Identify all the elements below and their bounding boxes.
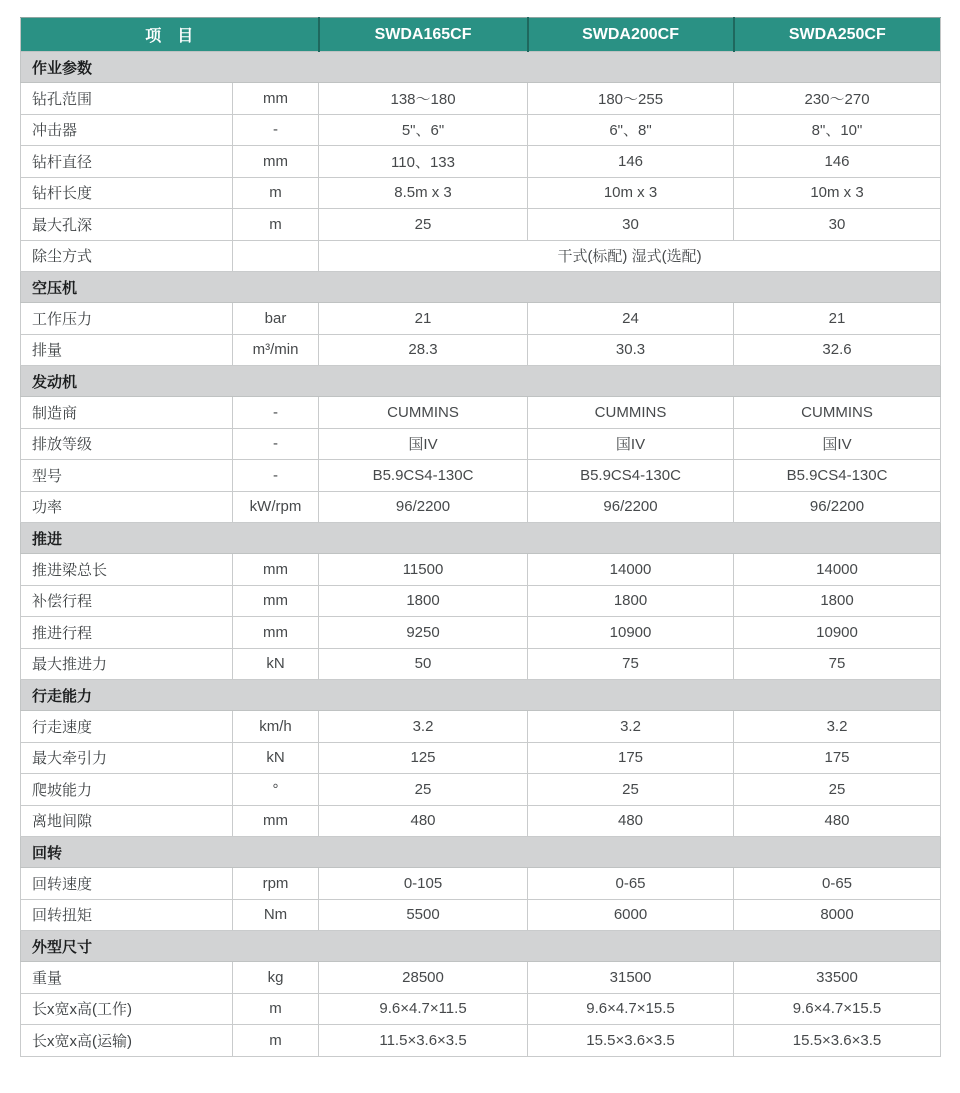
row-value: 146 [734,146,941,178]
row-unit: kN [233,648,319,680]
row-value: 21 [319,303,528,335]
row-value: 9.6×4.7×15.5 [734,993,941,1025]
row-value: 14000 [734,554,941,586]
row-value: 21 [734,303,941,335]
table-row [21,460,941,492]
row-label: 排放等级 [21,428,233,460]
section-row [21,931,941,962]
row-value: 33500 [734,962,941,994]
row-value: 10m x 3 [734,177,941,209]
row-value: 480 [319,805,528,837]
table-row [21,774,941,806]
row-value: 96/2200 [319,491,528,523]
row-value: 15.5×3.6×3.5 [734,1025,941,1057]
row-value: 10m x 3 [528,177,734,209]
row-value: 15.5×3.6×3.5 [528,1025,734,1057]
row-value: 32.6 [734,334,941,366]
table-row [21,554,941,586]
row-value: 230～270 [734,83,941,115]
row-unit: m [233,993,319,1025]
row-label: 回转速度 [21,868,233,900]
row-value: 国IV [319,428,528,460]
row-label: 重量 [21,962,233,994]
row-value: 480 [734,805,941,837]
row-label: 功率 [21,491,233,523]
row-value: 9.6×4.7×15.5 [528,993,734,1025]
section-row [21,366,941,397]
section-title: 推进 [21,523,941,554]
table-row [21,993,941,1025]
row-label: 型号 [21,460,233,492]
section-title: 外型尺寸 [21,931,941,962]
row-unit: m³/min [233,334,319,366]
spec-table-body [21,52,941,1057]
row-value: 3.2 [528,711,734,743]
table-row [21,209,941,241]
spec-table [20,17,941,1057]
row-unit: bar [233,303,319,335]
row-value: 国IV [734,428,941,460]
row-label: 最大推进力 [21,648,233,680]
row-value: 28.3 [319,334,528,366]
row-value: 5500 [319,899,528,931]
row-label: 最大牵引力 [21,742,233,774]
row-value: 25 [319,774,528,806]
row-value: 6000 [528,899,734,931]
row-value: 30 [734,209,941,241]
header-model-swda250cf: SWDA250CF [734,18,941,52]
row-value: 25 [319,209,528,241]
table-row [21,899,941,931]
row-label: 推进行程 [21,617,233,649]
row-value: 25 [734,774,941,806]
row-unit: mm [233,83,319,115]
section-row [21,52,941,83]
row-value: 14000 [528,554,734,586]
row-label: 排量 [21,334,233,366]
section-row [21,523,941,554]
table-row [21,868,941,900]
row-value: 30.3 [528,334,734,366]
row-unit: m [233,209,319,241]
row-value: 125 [319,742,528,774]
row-label: 爬坡能力 [21,774,233,806]
table-row [21,334,941,366]
row-label: 钻孔范围 [21,83,233,115]
row-label: 钻杆长度 [21,177,233,209]
row-unit: mm [233,585,319,617]
row-value: 31500 [528,962,734,994]
row-unit: mm [233,617,319,649]
table-row [21,1025,941,1057]
header-item-label: 项 目 [21,18,319,52]
row-value: 11.5×3.6×3.5 [319,1025,528,1057]
table-row [21,585,941,617]
row-value: 175 [528,742,734,774]
table-row [21,397,941,429]
row-value: CUMMINS [319,397,528,429]
row-label: 回转扭矩 [21,899,233,931]
section-title: 空压机 [21,272,941,303]
row-unit: m [233,1025,319,1057]
table-row [21,617,941,649]
row-label: 工作压力 [21,303,233,335]
table-row [21,742,941,774]
row-value: 8"、10" [734,114,941,146]
row-value-merged: 干式(标配) 湿式(选配) [319,240,941,272]
section-title: 作业参数 [21,52,941,83]
section-title: 行走能力 [21,680,941,711]
row-unit: m [233,177,319,209]
row-value: 6"、8" [528,114,734,146]
row-value: B5.9CS4-130C [734,460,941,492]
table-row [21,805,941,837]
row-value: 28500 [319,962,528,994]
row-value: 5"、6" [319,114,528,146]
table-row [21,303,941,335]
row-value: 75 [734,648,941,680]
table-row [21,83,941,115]
row-value: 8.5m x 3 [319,177,528,209]
row-label: 冲击器 [21,114,233,146]
row-unit: mm [233,805,319,837]
row-unit: - [233,460,319,492]
section-title: 发动机 [21,366,941,397]
row-label: 长x宽x高(工作) [21,993,233,1025]
row-unit: - [233,397,319,429]
row-label: 补偿行程 [21,585,233,617]
table-row [21,962,941,994]
row-value: 75 [528,648,734,680]
row-unit: km/h [233,711,319,743]
table-header-row [21,18,941,52]
row-label: 行走速度 [21,711,233,743]
row-value: 25 [528,774,734,806]
row-label: 推进梁总长 [21,554,233,586]
section-title: 回转 [21,837,941,868]
row-label: 除尘方式 [21,240,233,272]
row-value: 96/2200 [528,491,734,523]
row-value: 30 [528,209,734,241]
row-unit: kN [233,742,319,774]
row-value: 1800 [528,585,734,617]
row-value: 11500 [319,554,528,586]
row-value: 10900 [734,617,941,649]
header-model-swda200cf: SWDA200CF [528,18,734,52]
section-row [21,680,941,711]
row-unit [233,240,319,272]
row-value: 1800 [734,585,941,617]
row-unit: mm [233,146,319,178]
row-value: 1800 [319,585,528,617]
table-row [21,711,941,743]
row-value: 0-105 [319,868,528,900]
row-unit: - [233,428,319,460]
row-value: 3.2 [734,711,941,743]
row-label: 长x宽x高(运输) [21,1025,233,1057]
row-value: 9.6×4.7×11.5 [319,993,528,1025]
row-unit: Nm [233,899,319,931]
row-value: 24 [528,303,734,335]
row-value: 180～255 [528,83,734,115]
row-unit: kg [233,962,319,994]
row-unit: ° [233,774,319,806]
section-row [21,272,941,303]
row-value: 50 [319,648,528,680]
table-row [21,146,941,178]
row-unit: rpm [233,868,319,900]
table-row [21,428,941,460]
row-value: 10900 [528,617,734,649]
row-value: 0-65 [734,868,941,900]
row-label: 最大孔深 [21,209,233,241]
row-unit: - [233,114,319,146]
section-row [21,837,941,868]
row-value: 146 [528,146,734,178]
table-row [21,114,941,146]
row-value: 3.2 [319,711,528,743]
row-value: 138～180 [319,83,528,115]
row-label: 制造商 [21,397,233,429]
row-value: 175 [734,742,941,774]
row-value: CUMMINS [528,397,734,429]
row-label: 离地间隙 [21,805,233,837]
table-row [21,240,941,272]
row-value: 110、133 [319,146,528,178]
row-value: 480 [528,805,734,837]
row-unit: kW/rpm [233,491,319,523]
row-value: 0-65 [528,868,734,900]
row-label: 钻杆直径 [21,146,233,178]
row-value: CUMMINS [734,397,941,429]
row-value: B5.9CS4-130C [319,460,528,492]
row-value: 9250 [319,617,528,649]
header-model-swda165cf: SWDA165CF [319,18,528,52]
row-value: 国IV [528,428,734,460]
row-value: 8000 [734,899,941,931]
table-row [21,177,941,209]
table-row [21,491,941,523]
row-unit: mm [233,554,319,586]
row-value: 96/2200 [734,491,941,523]
table-row [21,648,941,680]
row-value: B5.9CS4-130C [528,460,734,492]
